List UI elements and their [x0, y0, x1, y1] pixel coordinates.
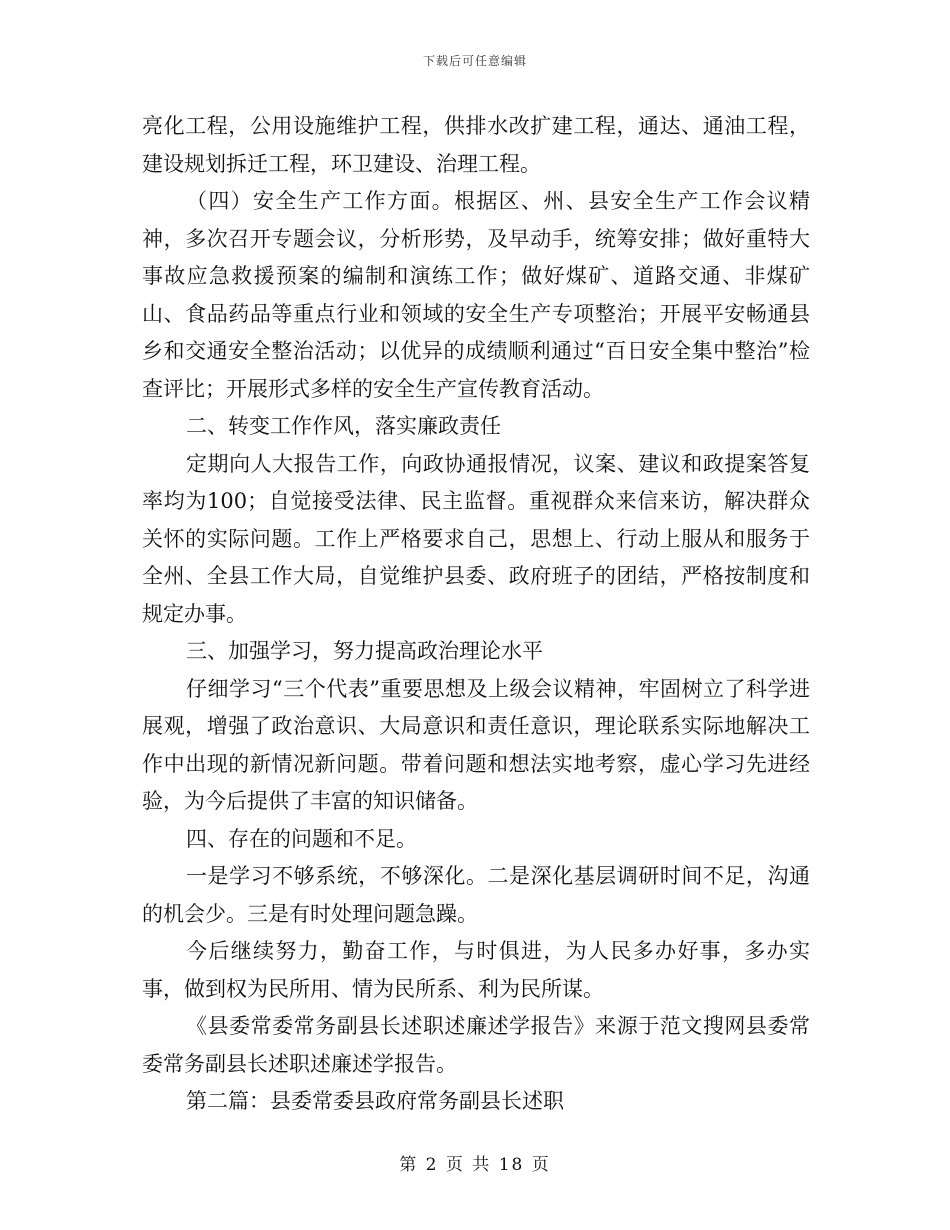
paragraph-2: （四）安全生产工作方面。根据区、州、县安全生产工作会议精神，多次召开专题会议，分析形势，及早动手，统筹安排；做好重特大事故应急救援预案的编制和演练工作；做好煤矿、道路交通、非煤矿山、食品药品等重点行业和领域的安全生产专项整治；开展平安畅通县乡和交通安全整治活动；以优异的成绩顺利通过“百日安全集中整治”检查评比；开展形式多样的安全生产宣传教育活动。: [142, 189, 810, 401]
page-header: 下载后可任意编辑: [422, 54, 527, 68]
paragraph-4: 仔细学习“三个代表”重要思想及上级会议精神，牢固树立了科学进展观，增强了政治意识、大局意识和责任意识，理论联系实际地解决工作中出现的新情况新问题。带着问题和想法实地考察，虚心学习先进经验，为今后提供了丰富的知识储备。: [142, 676, 810, 813]
next-article-title: 第二篇：县委常委县政府常务副县长述职: [186, 1089, 564, 1113]
document-body: [142, 108, 810, 1121]
section-heading-4: 四、存在的问题和不足。: [186, 826, 417, 851]
paragraph-6: 今后继续努力，勤奋工作，与时俱进，为人民多办好事，多办实事，做到权为民所用、情为民所系、利为民所谋。: [142, 939, 810, 1001]
page-number: 第 2 页 共 18 页: [399, 1155, 551, 1175]
paragraph-5: 一是学习不够系统，不够深化。二是深化基层调研时间不足，沟通的机会少。三是有时处理问题急躁。: [142, 864, 810, 926]
paragraph-3: 定期向人大报告工作，向政协通报情况，议案、建议和政提案答复率均为100；自觉接受法律、民主监督。重视群众来信来访，解决群众关怀的实际问题。工作上严格要求自己，思想上、行动上服从和服务于全州、全县工作大局，自觉维护县委、政府班子的团结，严格按制度和规定办事。: [142, 451, 810, 626]
section-heading-3: 三、加强学习，努力提高政治理论水平: [186, 639, 543, 663]
source-note: 《县委常委常务副县长述职述廉述学报告》来源于范文搜网县委常委常务副县长述职述廉述学报告。: [142, 1014, 810, 1076]
paragraph-1: 亮化工程，公用设施维护工程，供排水改扩建工程，通达、通油工程，建设规划拆迁工程，环卫建设、治理工程。: [142, 114, 810, 176]
section-heading-2: 二、转变工作作风，落实廉政责任: [186, 414, 501, 438]
